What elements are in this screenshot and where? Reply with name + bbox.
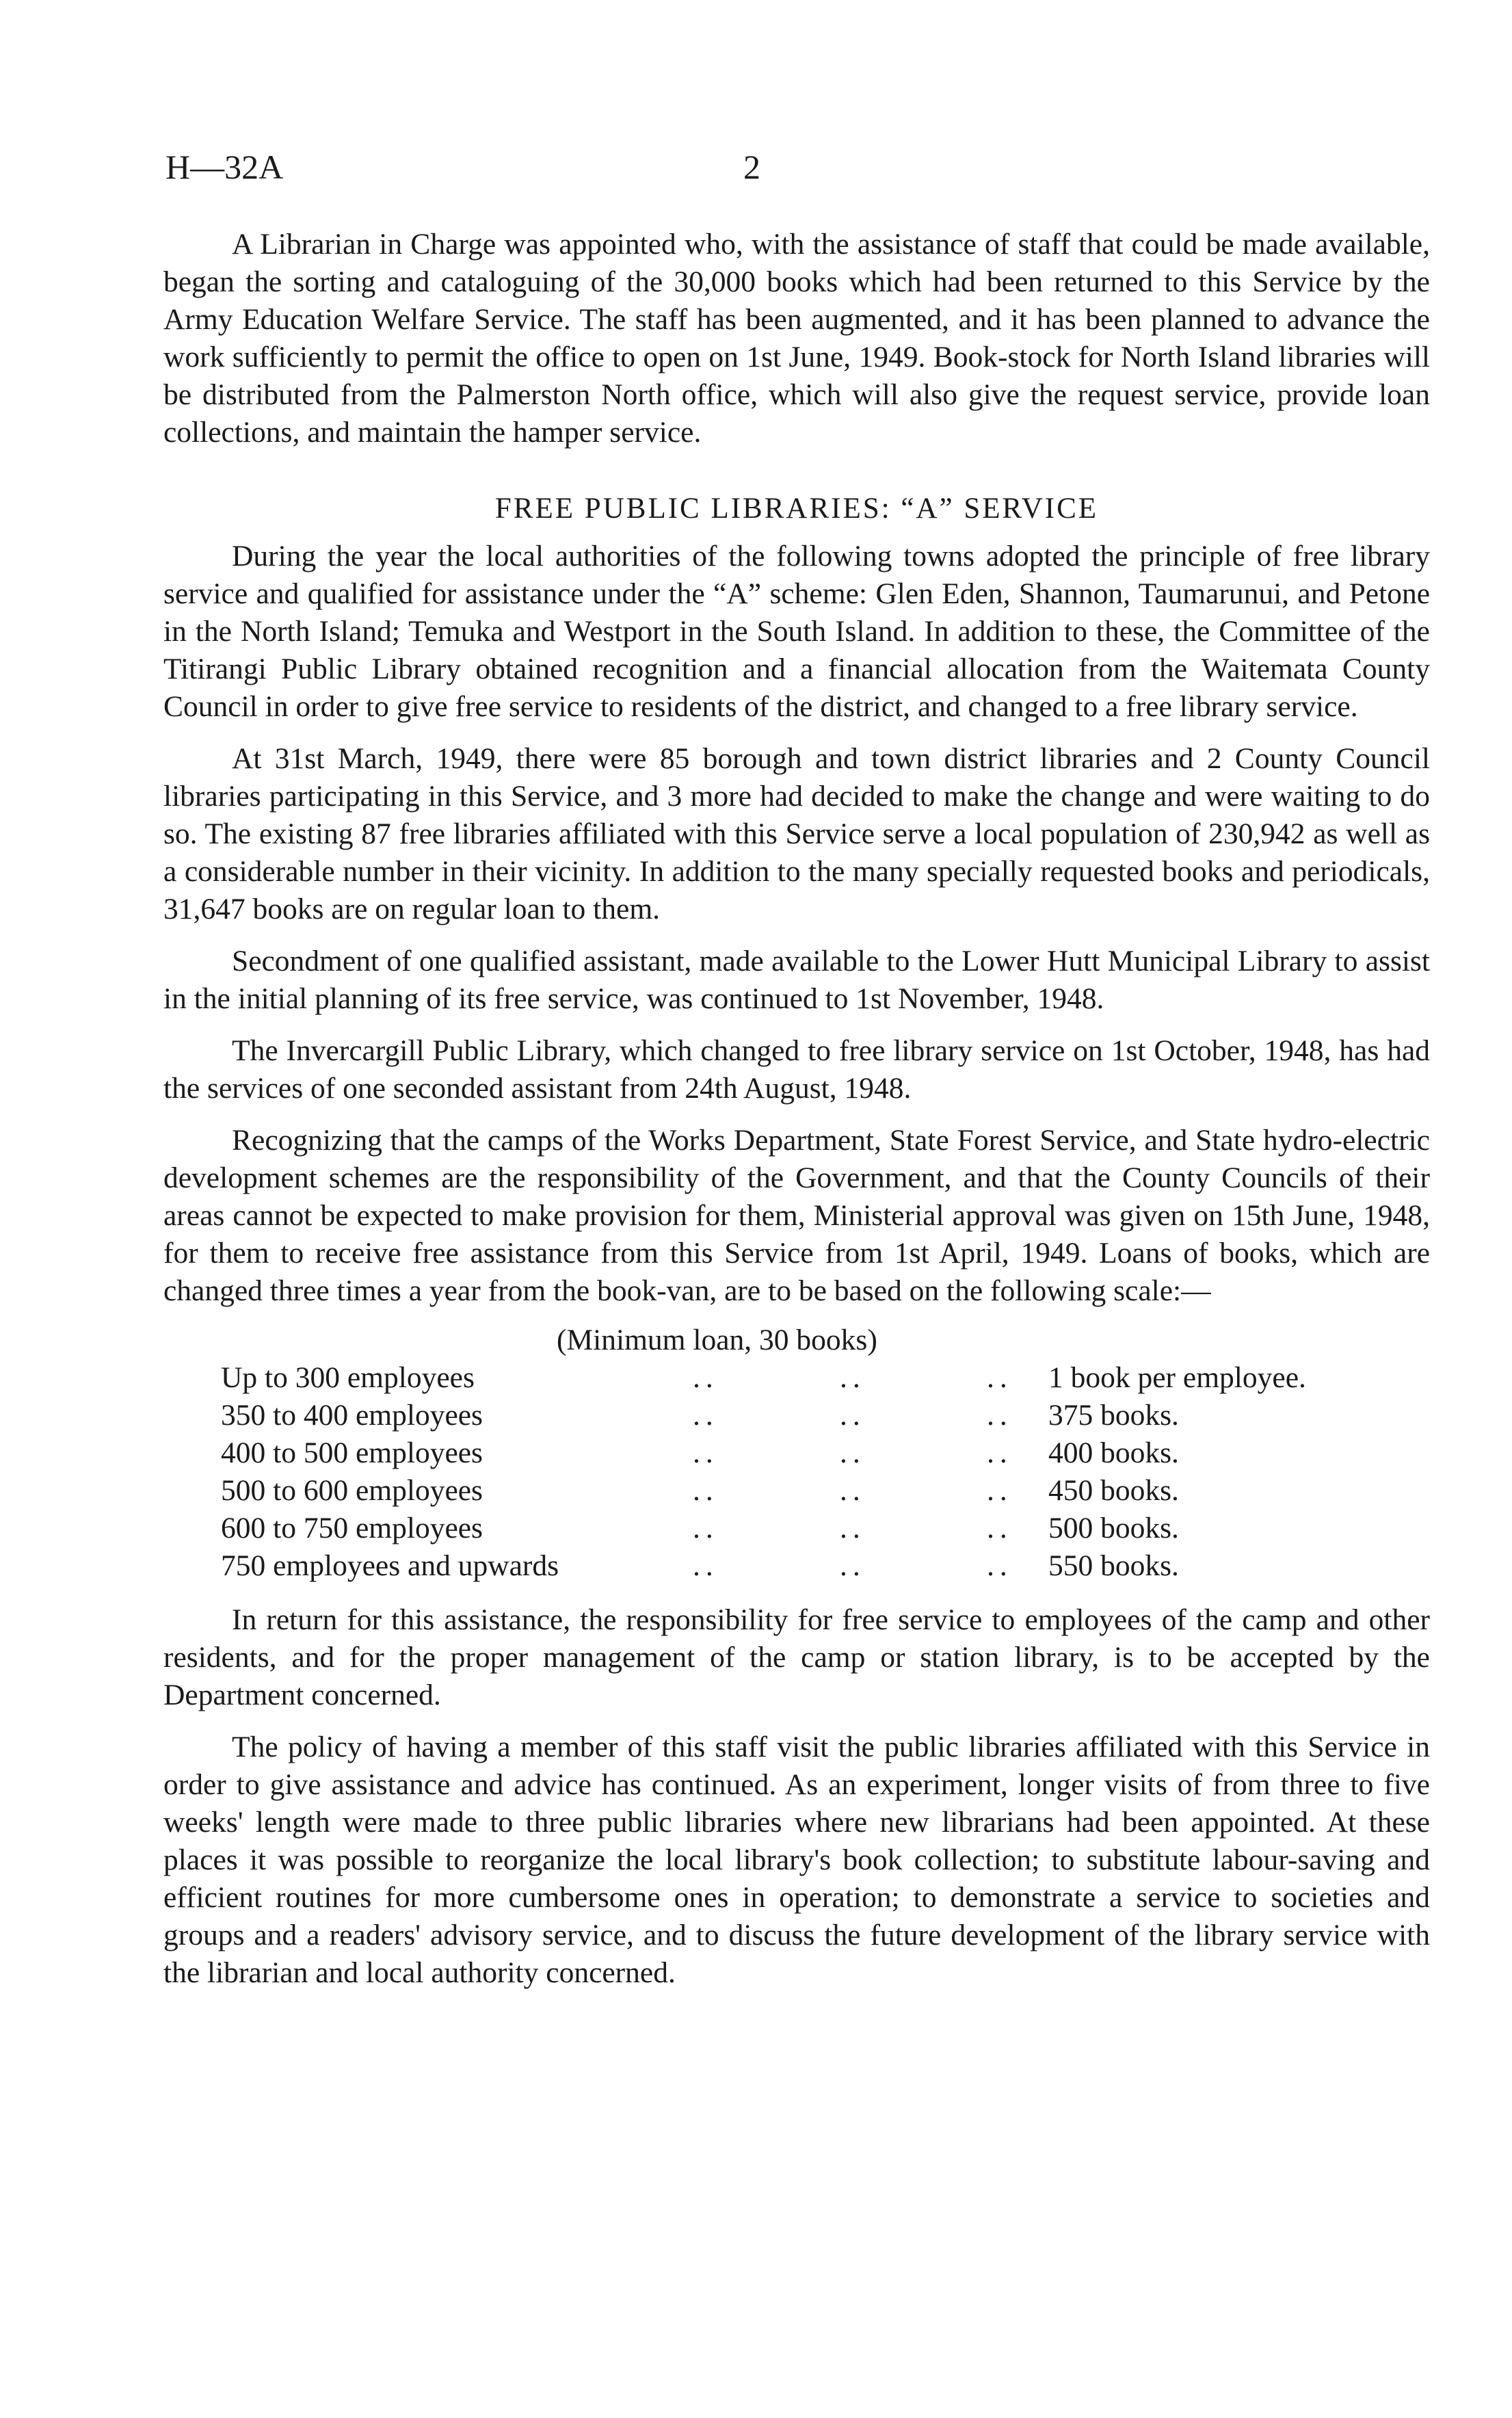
paragraph-department-responsibility: In return for this assistance, the responsibility for free service to employees of the camp and other residents, and for the proper management of the camp or station library, is to be accepted by the Department concerned. xyxy=(163,1603,1430,1711)
dot-leader: .. xyxy=(840,1436,866,1469)
employee-range: 500 to 600 employees xyxy=(221,1474,483,1507)
dot-leader: .. xyxy=(693,1549,719,1582)
table-row xyxy=(221,1472,1306,1510)
dot-leader: .. xyxy=(987,1512,1013,1545)
dot-leader: .. xyxy=(693,1361,719,1394)
dot-leader: .. xyxy=(693,1436,719,1469)
page-header xyxy=(165,147,1403,195)
loan-amount: 550 books. xyxy=(1048,1549,1179,1582)
loan-amount: 375 books. xyxy=(1048,1399,1179,1432)
page-number: 2 xyxy=(743,148,760,186)
paragraph-works-camps: Recognizing that the camps of the Works Department, State Forest Service, and State hydro-electric development schemes are the responsibility of the Government, and that the County Councils of their areas cannot be expected to make provision for them, Ministerial approval was given on 15th June, 1948, for them to receive free assistance from this Service from 1st April, 1949. Loans of books, which are changed three times a year from the book-van, are to be based on the following scale:— xyxy=(163,1124,1430,1307)
employee-range: 600 to 750 employees xyxy=(221,1512,483,1545)
dot-leader: .. xyxy=(840,1361,866,1394)
loan-amount: 400 books. xyxy=(1048,1436,1179,1469)
loan-amount: 1 book per employee. xyxy=(1048,1361,1306,1394)
paragraph-lower-hutt-secondment: Secondment of one qualified assistant, made available to the Lower Hutt Municipal Library to assist in the initial planning of its free service, was continued to 1st November, 1948. xyxy=(163,945,1430,1015)
employee-range: 350 to 400 employees xyxy=(221,1399,483,1432)
section-heading: FREE PUBLIC LIBRARIES: “A” SERVICE xyxy=(494,492,1099,525)
dot-leader: .. xyxy=(840,1549,866,1582)
paragraph-staff-visits: The policy of having a member of this staff visit the public libraries affiliated with this Service in order to give assistance and advice has continued. As an experiment, longer visits of from three to five weeks' length were made to three public libraries where new librarians had been appointed. At these places it was possible to reorganize the local library's book collection; to substitute labour-saving and efficient routines for more cumbersome ones in operation; to demonstrate a service to societies and groups and a readers' advisory service, and to discuss the future development of the library service with the librarian and local authority concerned. xyxy=(163,1731,1430,1989)
dot-leader: .. xyxy=(987,1436,1013,1469)
table-row xyxy=(221,1547,1306,1585)
loan-scale-table xyxy=(221,1359,1306,1585)
dot-leader: .. xyxy=(840,1474,866,1507)
paragraph-library-statistics: At 31st March, 1949, there were 85 borough and town district libraries and 2 County Council libraries participating in this Service, and 3 more had decided to make the change and were waiting to do so. The existing 87 free libraries affiliated with this Service serve a local population of 230,942 as well as a considerable number in their vicinity. In addition to the many specially requested books and periodicals, 31,647 books are on regular loan to them. xyxy=(163,742,1430,925)
table-row xyxy=(221,1359,1306,1397)
loan-scale-caption: (Minimum loan, 30 books) xyxy=(557,1324,877,1356)
dot-leader: .. xyxy=(987,1361,1013,1394)
dot-leader: .. xyxy=(987,1399,1013,1432)
employee-range: Up to 300 employees xyxy=(221,1361,475,1394)
loan-amount: 450 books. xyxy=(1048,1474,1179,1507)
paragraph-librarian-appointment: A Librarian in Charge was appointed who, with the assistance of staff that could be made available, began the sorting and cataloguing of the 30,000 books which had been returned to this Service by the Army Education Welfare Service. The staff has been augmented, and it has been planned to advance the work sufficiently to permit the office to open on 1st June, 1949. Book-stock for North Island libraries will be distributed from the Palmerston North office, which will also give the request service, provide loan collections, and maintain the hamper service. xyxy=(163,228,1430,449)
document-id: H—32A xyxy=(165,148,284,186)
dot-leader: .. xyxy=(840,1512,866,1545)
paragraph-new-towns: During the year the local authorities of the following towns adopted the principle of free library service and qualified for assistance under the “A” scheme: Glen Eden, Shannon, Taumarunui, and Petone in the North Island; Temuka and Westport in the South Island. In addition to these, the Committee of the Titirangi Public Library obtained recognition and a financial allocation from the Waitemata County Council in order to give free service to residents of the district, and changed to a free library service. xyxy=(163,540,1430,723)
dot-leader: .. xyxy=(693,1512,719,1545)
table-row xyxy=(221,1510,1306,1547)
dot-leader: .. xyxy=(840,1399,866,1432)
employee-range: 400 to 500 employees xyxy=(221,1436,483,1469)
dot-leader: .. xyxy=(693,1399,719,1432)
dot-leader: .. xyxy=(987,1474,1013,1507)
paragraph-invercargill: The Invercargill Public Library, which changed to free library service on 1st October, 1948, has had the services of one seconded assistant from 24th August, 1948. xyxy=(163,1034,1430,1105)
dot-leader: .. xyxy=(693,1474,719,1507)
dot-leader: .. xyxy=(987,1549,1013,1582)
table-row xyxy=(221,1434,1306,1472)
loan-amount: 500 books. xyxy=(1048,1512,1179,1545)
page-body xyxy=(163,226,1430,2006)
table-row xyxy=(221,1397,1306,1434)
employee-range: 750 employees and upwards xyxy=(221,1549,559,1582)
